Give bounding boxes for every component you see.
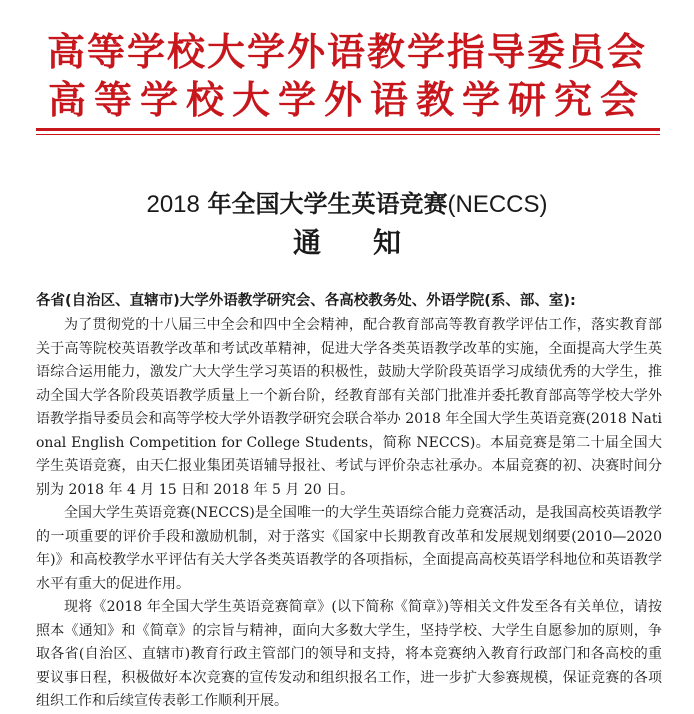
paragraph: 现将《2018 年全国大学生英语竞赛简章》(以下简称《简章》)等相关文件发至各有关单位，请按照本《通知》和《简章》的宗旨与精神，面向大多数大学生，坚持学校、大学生自愿参加的原则，争取各省(自治区、直辖市)教育行政主管部门的领导和支持，将本竞赛纳入教育行政部门和各高校的重要议事日程，积极做好本次竞赛的宣传发动和组织报名工作，进一步扩大参赛规模，保证竞赛的各项组织工作和后续宣传表彰工作顺利开展。 [36, 599, 662, 709]
document-body [36, 288, 662, 714]
letterhead [0, 28, 694, 124]
letterhead-rule-thin [36, 134, 660, 135]
paragraph: 为了贯彻党的十八届三中全会和四中全会精神，配合教育部高等教育教学评估工作，落实教育部关于高等院校英语教学改革和考试改革精神，促进大学各类英语教学改革的实施，全面提高大学生英语综合运用能力，激发广大大学生学习英语的积极性，鼓励大学阶段英语学习成绩优秀的大学生，推动全国大学各阶段英语教学质量上一个新台阶，经教育部有关部门批准并委托教育部高等学校大学外语教学指导委员会和高等学校大学外语教学研究会联合举办 2018 年全国大学生英语竞赛(2018 National English Competition for College Students，简称 NECCS)。本届竞赛是第二十届全国大学生英语竞赛，由天仁报业集团英语辅导报社、考试与评价杂志社承办。本届竞赛的初、决赛时间分别为 2018 年 4 月 15 日和 2018 年 5 月 20 日。 [36, 317, 662, 498]
title-suffix: (NECCS) [447, 191, 548, 218]
salutation: 各省(自治区、直辖市)大学外语教学研究会、各高校教务处、外语学院(系、部、室): [36, 293, 576, 309]
title-block [0, 186, 694, 263]
title-year: 2018 [146, 191, 200, 218]
org-name-line-2: 高等学校大学外语教学研究会 [47, 78, 646, 122]
org-name-line-1: 高等学校大学外语教学指导委员会 [46, 30, 647, 74]
paragraph: 全国大学生英语竞赛(NECCS)是全国唯一的大学生英语综合能力竞赛活动，是我国高校英语教学的一项重要的评价手段和激励机制，对于落实《国家中长期教育改革和发展规划纲要(2010—2020 年)》和高校教学水平评估有关大学各类英语教学的各项指标，全面提高高校英语学科地位和英语教学水平有重大的促进作用。 [36, 505, 662, 592]
document-title [0, 186, 694, 223]
title-main: 年全国大学生英语竞赛 [207, 189, 448, 218]
document-subtitle: 通知 [292, 226, 453, 259]
letterhead-rule-thick [36, 128, 660, 131]
